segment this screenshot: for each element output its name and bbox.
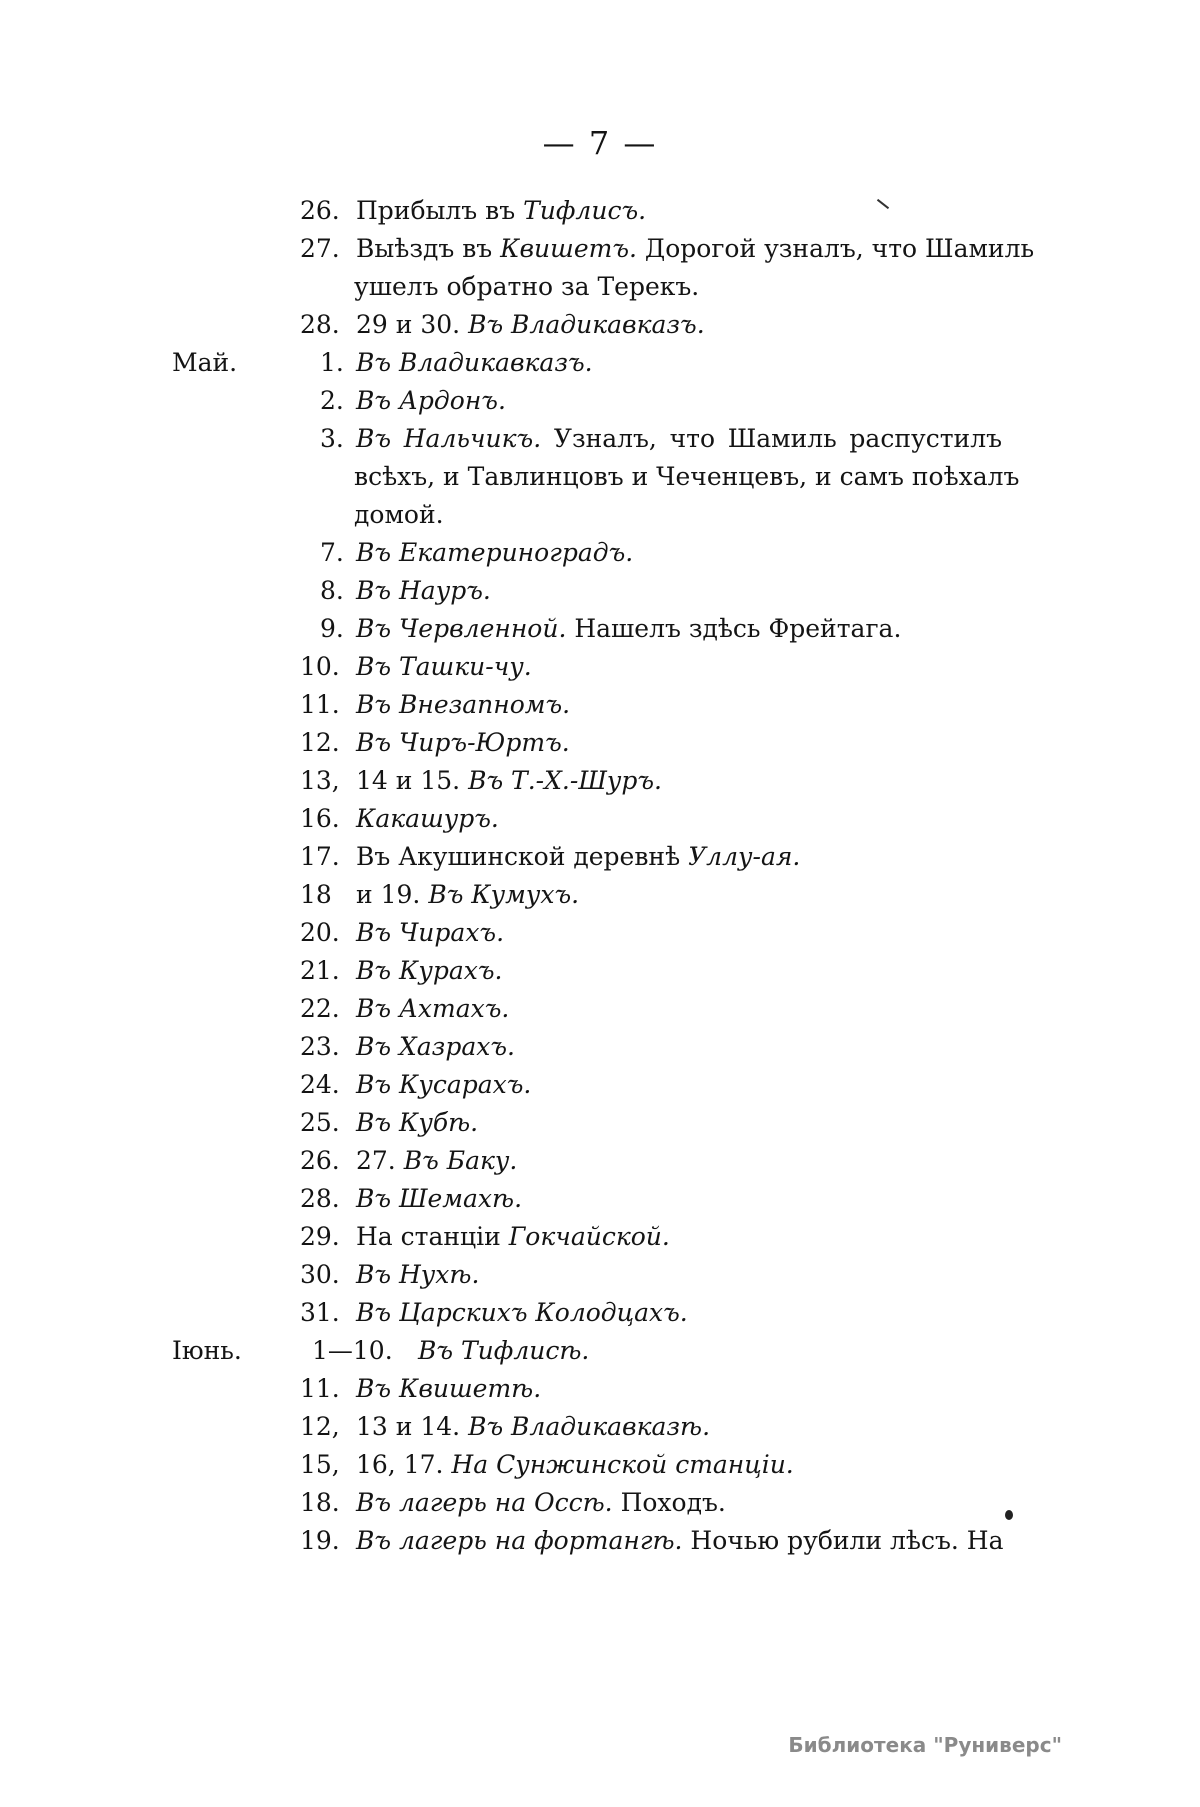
place-name: Въ Владикавказъ.: [468, 310, 705, 339]
place-name: Въ Кубѣ.: [356, 1108, 479, 1137]
entry-text: всѣхъ, и Тавлинцовъ и Чеченцевъ, и самъ поѣхалъ: [354, 462, 1020, 491]
entry-text: ушелъ обратно за Терекъ.: [354, 272, 700, 301]
library-watermark: Библиотека "Руниверс": [788, 1733, 1062, 1757]
entry-body: [356, 952, 1002, 990]
diary-entry: [0, 876, 1200, 914]
entry-body: [356, 914, 1002, 952]
entry-body: [356, 1408, 1002, 1446]
diary-entry: [0, 306, 1200, 344]
entry-body: [356, 1218, 1002, 1256]
diary-entry: [0, 1256, 1200, 1294]
entry-body: [356, 990, 1002, 1028]
entry-body: [356, 762, 1002, 800]
entry-body: [356, 572, 1002, 610]
diary-entry: [0, 420, 1200, 534]
entry-line: [356, 1484, 1002, 1522]
entry-line: [356, 838, 1002, 876]
entry-line: [356, 914, 1002, 952]
place-name: Уллу-ая.: [688, 842, 801, 871]
entry-line: [356, 230, 1035, 268]
entry-line: [356, 1256, 1002, 1294]
entry-body: [356, 344, 1002, 382]
entry-body: [356, 1104, 1002, 1142]
day-number: 19.: [300, 1526, 340, 1555]
entry-line: [356, 1522, 1002, 1560]
diary-entry: [0, 344, 1200, 382]
entry-line: [356, 648, 1002, 686]
entry-body: [356, 1066, 1002, 1104]
diary-entry: [0, 648, 1200, 686]
entry-line: [356, 1142, 1002, 1180]
place-name: Въ Царскихъ Колодцахъ.: [356, 1298, 688, 1327]
entry-line: [356, 800, 1002, 838]
day-number: 16.: [300, 804, 340, 833]
entry-body: [356, 1446, 1002, 1484]
entry-line: [356, 724, 1002, 762]
entry-text: и 19.: [356, 880, 429, 909]
place-name: Въ лагерь на Оссѣ.: [356, 1488, 613, 1517]
place-name: Въ Курахъ.: [356, 956, 503, 985]
day-number: 24.: [300, 1070, 340, 1099]
place-name: Въ Шемахѣ.: [356, 1184, 523, 1213]
day-number: 21.: [300, 956, 340, 985]
day-number: 10.: [300, 652, 340, 681]
place-name: Въ Чиръ-Юртъ.: [356, 728, 570, 757]
entry-line: [356, 572, 1002, 610]
diary-entry: [0, 762, 1200, 800]
entry-body: [356, 1028, 1002, 1066]
month-label: Іюнь.: [172, 1336, 242, 1365]
diary-entry: [0, 686, 1200, 724]
diary-entry: [0, 572, 1200, 610]
diary-entry: [0, 1408, 1200, 1446]
entry-line: [356, 1066, 1002, 1104]
day-number: 1—10.: [312, 1336, 393, 1365]
day-number: 2.: [320, 386, 344, 415]
diary-entry: [0, 1142, 1200, 1180]
diary-entry: [0, 1218, 1200, 1256]
entry-line: [356, 306, 1002, 344]
diary-entry: [0, 990, 1200, 1028]
diary-entry: [0, 1446, 1200, 1484]
entry-text: 13 и 14.: [356, 1412, 469, 1441]
place-name: Въ Внезапномъ.: [356, 690, 571, 719]
entry-body: [356, 192, 1002, 230]
entry-body: [356, 534, 1002, 572]
day-number: 13,: [300, 766, 340, 795]
diary-entry: [0, 1294, 1200, 1332]
entry-body: [356, 382, 1002, 420]
diary-entry: [0, 724, 1200, 762]
entry-line: [356, 1104, 1002, 1142]
entry-text: На станціи: [356, 1222, 509, 1251]
entry-line: [356, 990, 1002, 1028]
entry-body: [356, 306, 1002, 344]
day-number: 23.: [300, 1032, 340, 1061]
place-name: Въ Нальчикъ.: [356, 424, 542, 453]
entry-text: Нашелъ здѣсь Фрейтага.: [566, 614, 902, 643]
entry-text: Прибылъ въ: [356, 196, 524, 225]
day-number: 9.: [320, 614, 344, 643]
place-name: Въ лагерь на фортангѣ.: [356, 1526, 683, 1555]
place-name: Въ Екатериноградъ.: [356, 538, 634, 567]
day-number: 27.: [300, 234, 340, 263]
diary-entries: [0, 192, 1200, 1560]
day-number: 26.: [300, 1146, 340, 1175]
day-number: 28.: [300, 1184, 340, 1213]
day-number: 20.: [300, 918, 340, 947]
day-number: 15,: [300, 1450, 340, 1479]
place-name: Въ Ахтахъ.: [356, 994, 510, 1023]
entry-body: [356, 1294, 1002, 1332]
place-name: Въ Ташки-чу.: [356, 652, 532, 681]
entry-line: [356, 1408, 1002, 1446]
entry-line: [356, 1180, 1002, 1218]
entry-body: [354, 420, 1020, 534]
entry-text: Въ Акушинской деревнѣ: [356, 842, 689, 871]
diary-entry: [0, 192, 1200, 230]
place-name: На Сунжинской станціи.: [451, 1450, 794, 1479]
diary-entry: [0, 1066, 1200, 1104]
place-name: Въ Т.-Х.-Шуръ.: [468, 766, 662, 795]
place-name: Какашуръ.: [356, 804, 499, 833]
place-name: Въ Владикавказѣ.: [468, 1412, 711, 1441]
diary-entry: [0, 952, 1200, 990]
entry-body: [356, 1256, 1002, 1294]
diary-entry: [0, 1484, 1200, 1522]
entry-text: 16, 17.: [356, 1450, 452, 1479]
place-name: Въ Хазрахъ.: [356, 1032, 515, 1061]
day-number: 11.: [300, 1374, 340, 1403]
entry-line: [354, 268, 1002, 306]
day-number: 12.: [300, 728, 340, 757]
entry-text: Походъ.: [612, 1488, 726, 1517]
entry-body: [356, 1522, 1002, 1560]
diary-entry: [0, 1028, 1200, 1066]
diary-entry: [0, 800, 1200, 838]
entry-line: [356, 382, 1002, 420]
entry-line: [356, 876, 1002, 914]
entry-line: [356, 1294, 1002, 1332]
entry-body: [356, 1142, 1002, 1180]
diary-entry: [0, 1370, 1200, 1408]
day-number: 1.: [320, 348, 344, 377]
place-name: Въ Червленной.: [356, 614, 567, 643]
entry-line: [356, 344, 1002, 382]
entry-body: [356, 1484, 1002, 1522]
entry-line: [354, 496, 1002, 534]
diary-entry: [0, 1332, 1200, 1370]
place-name: Тифлисъ.: [523, 196, 647, 225]
entry-line: [356, 1218, 1002, 1256]
month-label: Май.: [172, 348, 238, 377]
entry-text: Ночью рубили лѣсъ. На: [682, 1526, 1004, 1555]
place-name: Въ Тифлисѣ.: [418, 1336, 590, 1365]
diary-entry: [0, 1104, 1200, 1142]
page-number: — 7 —: [542, 124, 658, 162]
place-name: Въ Квишетѣ.: [356, 1374, 542, 1403]
day-number: 26.: [300, 196, 340, 225]
entry-body: [356, 876, 1002, 914]
day-number: 3.: [320, 424, 344, 453]
entry-line: [356, 686, 1002, 724]
entry-body: [356, 724, 1002, 762]
entry-body: [418, 1332, 1002, 1370]
entry-line: [356, 420, 1002, 458]
entry-line: [356, 1370, 1002, 1408]
place-name: Гокчайской.: [508, 1222, 670, 1251]
diary-entry: [0, 382, 1200, 420]
entry-text: 29 и 30.: [356, 310, 469, 339]
entry-body: [356, 1370, 1002, 1408]
day-number: 7.: [320, 538, 344, 567]
place-name: Въ Чирахъ.: [356, 918, 505, 947]
entry-line: [356, 192, 1002, 230]
day-number: 18: [300, 880, 332, 909]
place-name: Въ Кумухъ.: [428, 880, 580, 909]
place-name: Въ Баку.: [403, 1146, 518, 1175]
diary-entry: [0, 534, 1200, 572]
diary-entry: [0, 1522, 1200, 1560]
ink-dot: [1005, 1510, 1013, 1520]
diary-entry: [0, 230, 1200, 306]
entry-line: [418, 1332, 1002, 1370]
entry-text: 14 и 15.: [356, 766, 469, 795]
diary-entry: [0, 838, 1200, 876]
entry-body: [354, 230, 1035, 306]
entry-text: 27.: [356, 1146, 404, 1175]
diary-entry: [0, 610, 1200, 648]
day-number: 22.: [300, 994, 340, 1023]
place-name: Въ Ардонъ.: [356, 386, 506, 415]
place-name: Въ Нухѣ.: [356, 1260, 480, 1289]
entry-body: [356, 648, 1002, 686]
entry-text: Узналъ, что Шамиль распустилъ: [541, 424, 1002, 453]
day-number: 25.: [300, 1108, 340, 1137]
day-number: 18.: [300, 1488, 340, 1517]
entry-line: [356, 762, 1002, 800]
place-name: Квишетъ.: [500, 234, 637, 263]
day-number: 8.: [320, 576, 344, 605]
entry-text: домой.: [354, 500, 444, 529]
day-number: 11.: [300, 690, 340, 719]
entry-line: [356, 610, 1002, 648]
diary-entry: [0, 914, 1200, 952]
day-number: 29.: [300, 1222, 340, 1251]
day-number: 28.: [300, 310, 340, 339]
entry-line: [356, 952, 1002, 990]
entry-line: [356, 1028, 1002, 1066]
place-name: Въ Кусарахъ.: [356, 1070, 532, 1099]
entry-text: Дорогой узналъ, что Шамиль: [636, 234, 1035, 263]
place-name: Въ Науръ.: [356, 576, 491, 605]
day-number: 30.: [300, 1260, 340, 1289]
entry-line: [356, 534, 1002, 572]
entry-text: Выѣздъ въ: [356, 234, 501, 263]
entry-body: [356, 610, 1002, 648]
entry-body: [356, 1180, 1002, 1218]
day-number: 31.: [300, 1298, 340, 1327]
entry-body: [356, 838, 1002, 876]
entry-line: [354, 458, 1020, 496]
entry-line: [356, 1446, 1002, 1484]
day-number: 17.: [300, 842, 340, 871]
day-number: 12,: [300, 1412, 340, 1441]
entry-body: [356, 686, 1002, 724]
diary-entry: [0, 1180, 1200, 1218]
entry-body: [356, 800, 1002, 838]
place-name: Въ Владикавказъ.: [356, 348, 593, 377]
